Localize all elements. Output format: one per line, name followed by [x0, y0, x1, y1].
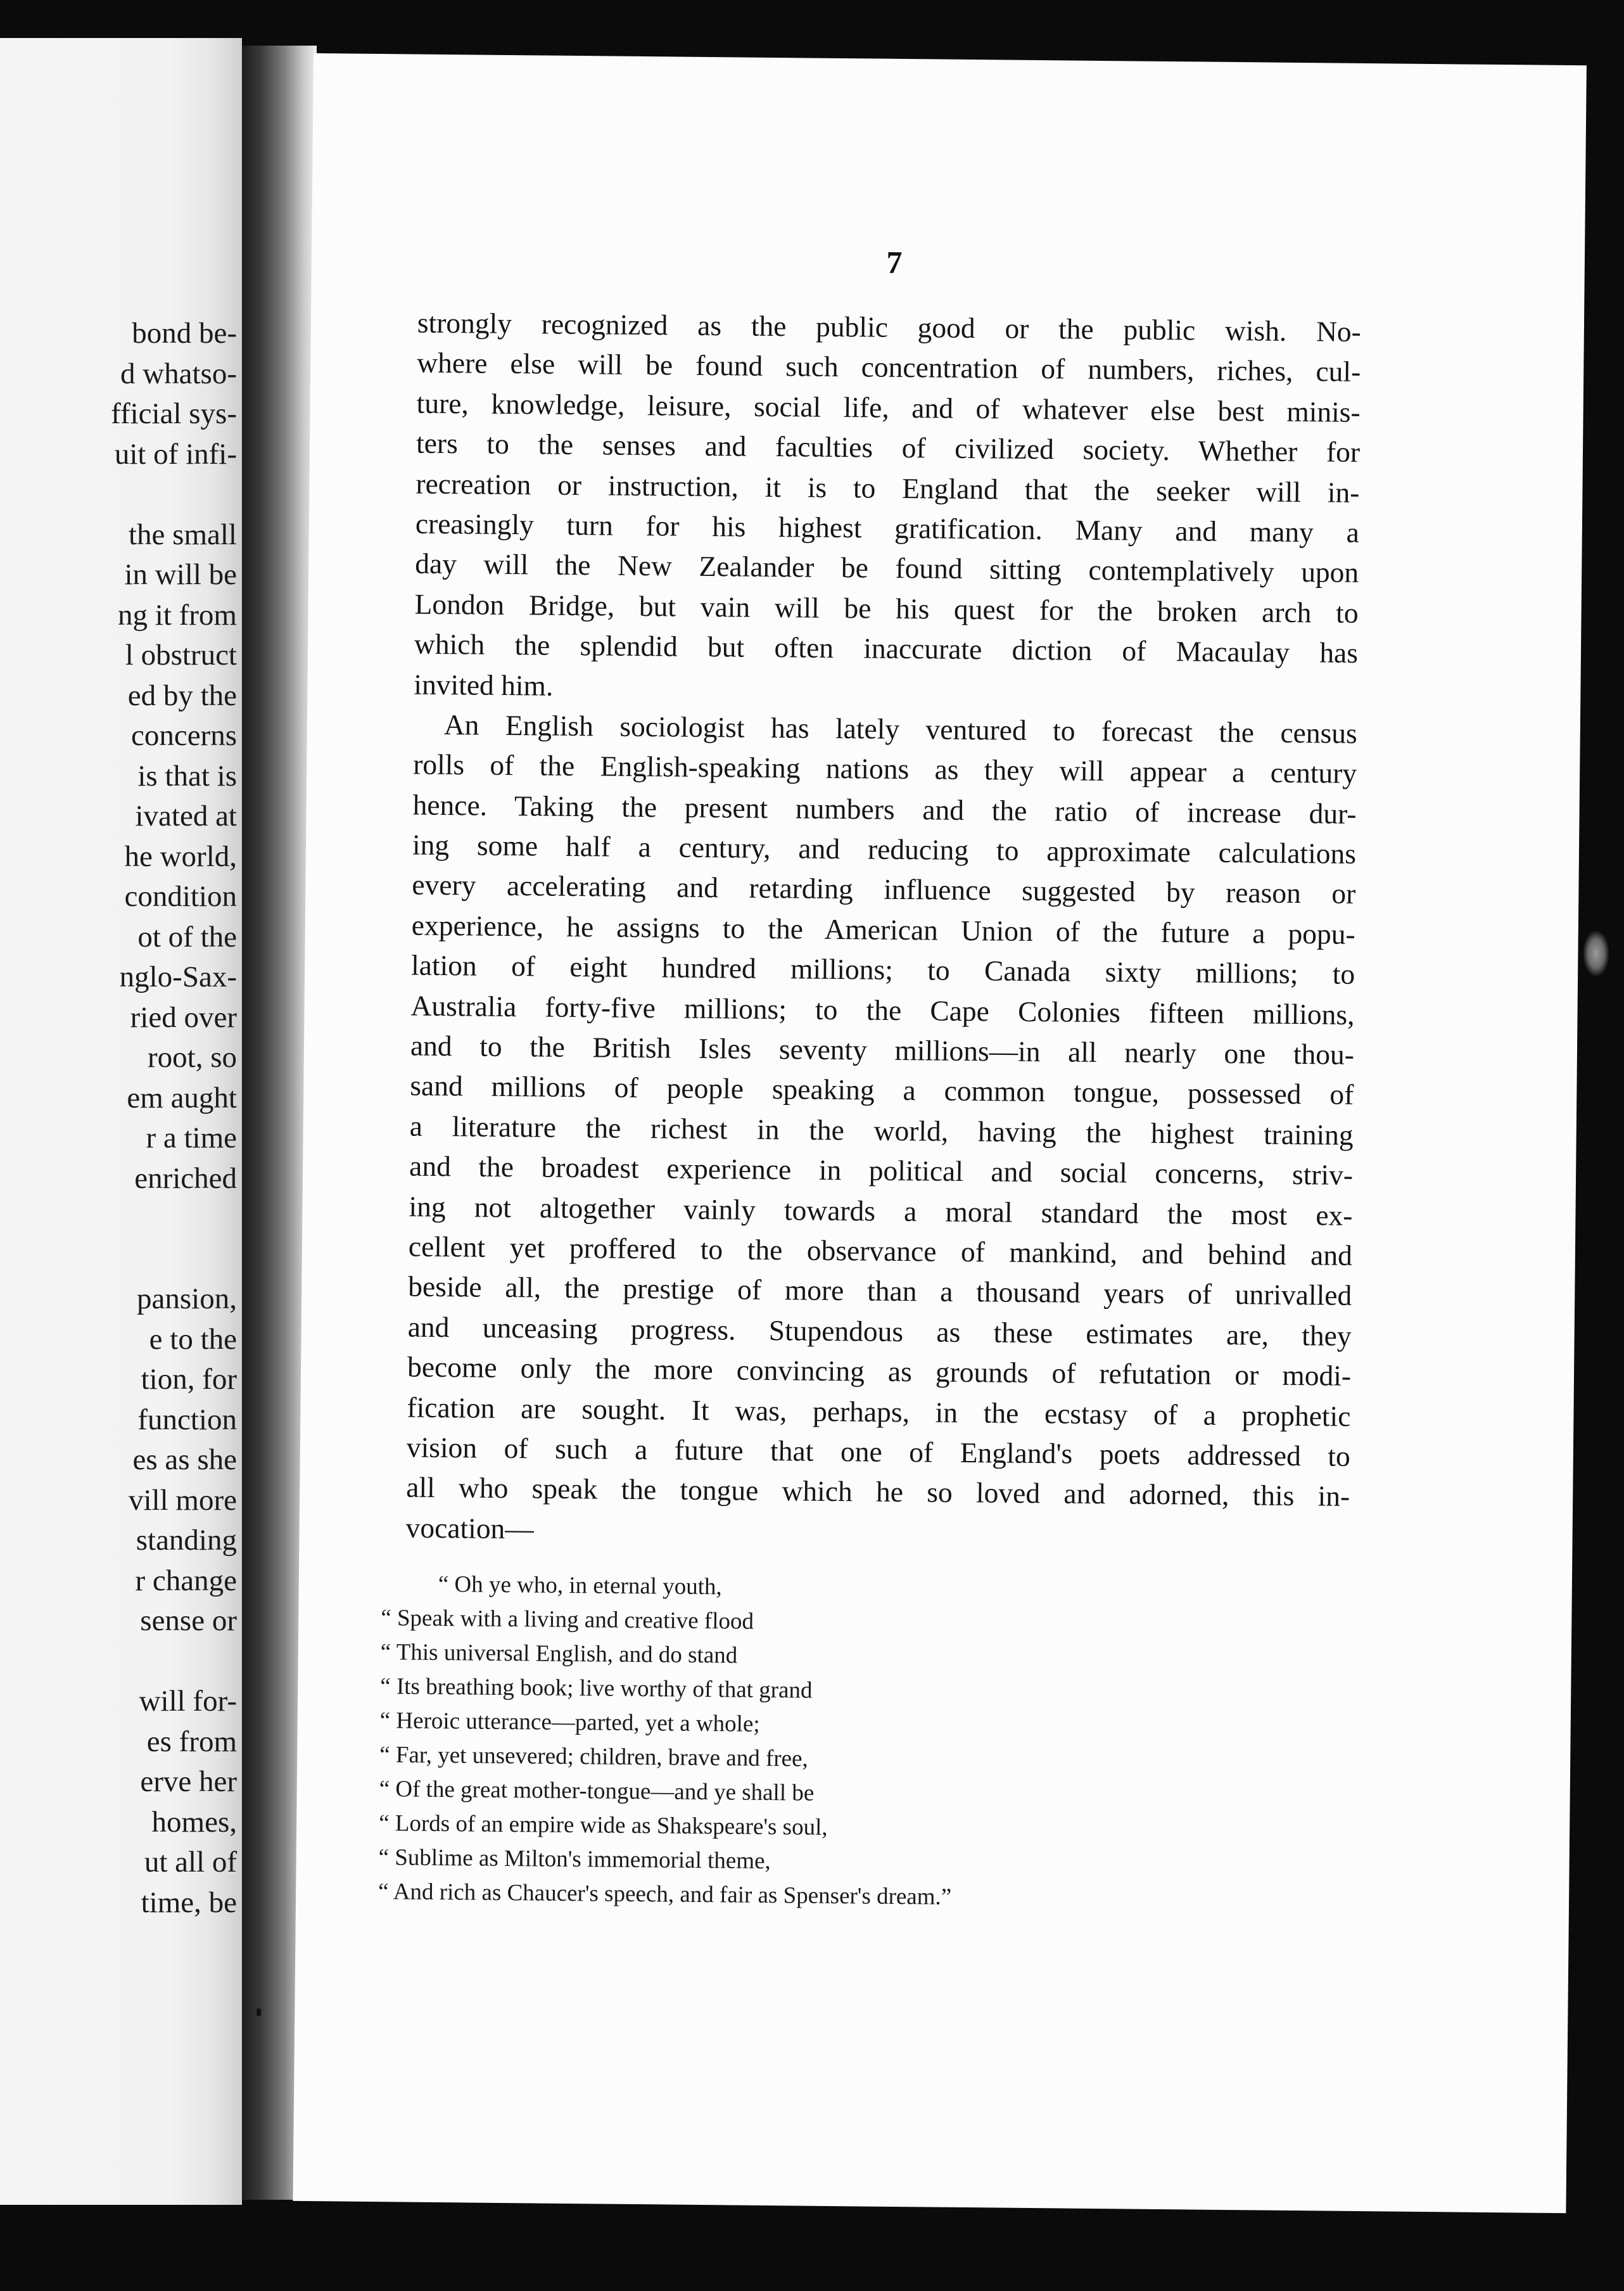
- body-line: An English sociologist has lately ventured to forecast the census: [443, 708, 1358, 750]
- poem-line: “ Far, yet unsevered; children, brave and free,: [379, 1742, 808, 1772]
- body-line: experience, he assigns to the American Union of the future a popu-: [411, 909, 1355, 950]
- previous-page-line: condition: [124, 880, 237, 913]
- body-line: and to the British Isles seventy millions—in all nearly one thou-: [410, 1029, 1355, 1071]
- previous-page-line: tion, for: [141, 1363, 237, 1396]
- previous-page-line: l obstruct: [125, 639, 237, 672]
- previous-page-line: bond be-: [132, 317, 237, 350]
- body-line: ing some half a century, and reducing to approximate calculations: [412, 828, 1357, 870]
- poem-line: “ Speak with a living and creative flood: [381, 1605, 754, 1635]
- body-line: cellent yet proffered to the observance of mankind, and behind and: [408, 1230, 1353, 1272]
- previous-page-line: standing: [136, 1524, 237, 1557]
- previous-page-line: will for-: [139, 1685, 237, 1718]
- previous-page-line: [9, 475, 237, 515]
- previous-page-line: erve her: [140, 1765, 237, 1798]
- previous-page-line: concerns: [130, 719, 237, 752]
- body-line: recreation or instruction, it is to England that the seeker will in-: [416, 467, 1360, 509]
- previous-page-line: ivated at: [135, 800, 237, 833]
- previous-page-line: [9, 1199, 237, 1239]
- previous-page-line: is that is: [137, 759, 237, 793]
- poem-line: “ Of the great mother-tongue—and ye shall be: [379, 1776, 815, 1806]
- body-line: vocation—: [405, 1511, 535, 1545]
- body-line: rolls of the English-speaking nations as they will appear a century: [412, 748, 1357, 790]
- previous-page-line: ot of the: [137, 920, 237, 954]
- previous-page-line: nglo-Sax-: [119, 960, 237, 993]
- previous-page-line: vill more: [129, 1483, 237, 1517]
- previous-page-line: ried over: [130, 1000, 237, 1034]
- poem-line: “ Heroic utterance—parted, yet a whole;: [379, 1707, 760, 1737]
- previous-page-line: es from: [146, 1725, 237, 1758]
- previous-page-line: time, be: [141, 1886, 237, 1919]
- poem-quotation: [378, 1567, 1141, 1916]
- poem-line: “ This universal English, and do stand: [380, 1639, 738, 1669]
- body-line: ing not altogether vainly towards a moral standard the most ex-: [409, 1190, 1353, 1232]
- body-line: become only the more convincing as grounds of refutation or modi-: [407, 1350, 1352, 1392]
- previous-page-line: function: [137, 1403, 237, 1436]
- poem-line: “ Its breathing book; live worthy of that grand: [380, 1673, 813, 1704]
- poem-line: “ Sublime as Milton's immemorial theme,: [378, 1844, 771, 1875]
- body-line: vision of such a future that one of England's poets addressed to: [406, 1431, 1351, 1472]
- body-line: creasingly turn for his highest gratification. Many and many a: [415, 507, 1360, 549]
- body-line: every accelerating and retarding influence suggested by reason or: [412, 869, 1356, 910]
- body-line: a literature the richest in the world, having the highest training: [409, 1109, 1354, 1151]
- poem-line: “ And rich as Chaucer's speech, and fair as Spenser's dream.”: [377, 1879, 952, 1910]
- body-line: strongly recognized as the public good or the public wish. No-: [417, 306, 1362, 348]
- previous-page-line: em aught: [127, 1081, 237, 1114]
- previous-page-line: r a time: [146, 1121, 237, 1154]
- previous-page-line: ng it from: [118, 598, 237, 632]
- body-line: all who speak the tongue which he so loved and adorned, this in-: [406, 1471, 1350, 1513]
- previous-page-line: d whatso-: [120, 357, 237, 390]
- previous-page-line: ut all of: [144, 1846, 237, 1879]
- previous-page-line: pansion,: [137, 1282, 237, 1315]
- previous-page-line: he world,: [124, 839, 237, 873]
- body-line: sand millions of people speaking a common tongue, possessed of: [410, 1069, 1354, 1111]
- body-line: and unceasing progress. Stupendous as these estimates are, they: [407, 1310, 1352, 1352]
- body-line: which the splendid but often inaccurate diction of Macaulay has: [414, 627, 1359, 669]
- body-line: London Bridge, but vain will be his quest for the broken arch to: [414, 587, 1359, 629]
- previous-page-line: homes,: [151, 1805, 237, 1839]
- body-line: invited him.: [414, 668, 554, 702]
- poem-line: “ Lords of an empire wide as Shakspeare's soul,: [378, 1810, 828, 1841]
- body-line: beside all, the prestige of more than a thousand years of unrivalled: [408, 1270, 1352, 1312]
- previous-page-line: fficial sys-: [111, 397, 237, 430]
- body-line: ture, knowledge, leisure, social life, and of whatever else best minis-: [416, 386, 1361, 428]
- previous-page-line: uit of infi-: [114, 437, 237, 471]
- previous-page-line: [9, 1239, 237, 1280]
- previous-page-line: es as she: [132, 1443, 237, 1476]
- body-line: and the broadest experience in political and social concerns, striv-: [409, 1149, 1354, 1192]
- body-line: where else will be found such concentration of numbers, riches, cul-: [417, 346, 1361, 388]
- page-number: 7: [886, 244, 903, 280]
- body-line: ters to the senses and faculties of civilized society. Whether for: [416, 426, 1361, 469]
- previous-page: [0, 38, 242, 2205]
- ink-speck: [257, 2008, 261, 2016]
- body-line: lation of eight hundred millions; to Canada sixty millions; to: [410, 948, 1355, 991]
- body-line: hence. Taking the present numbers and the ratio of increase dur-: [412, 788, 1357, 830]
- previous-page-text: [9, 314, 237, 1923]
- body-line: day will the New Zealander be found sitting contemplatively upon: [415, 547, 1359, 589]
- body-line: fication are sought. It was, perhaps, in the ecstasy of a prophetic: [407, 1391, 1351, 1433]
- previous-page-line: in will be: [124, 558, 237, 591]
- previous-page-line: sense or: [140, 1604, 237, 1637]
- previous-page-line: [9, 1642, 237, 1682]
- previous-page-line: r change: [135, 1564, 237, 1597]
- poem-line: “ Oh ye who, in eternal youth,: [438, 1571, 722, 1600]
- page-edge-mark: [1583, 931, 1609, 976]
- previous-page-line: root, so: [148, 1041, 237, 1074]
- body-text: [405, 303, 1361, 1557]
- previous-page-line: the small: [129, 518, 237, 551]
- previous-page-line: enriched: [134, 1161, 237, 1195]
- previous-page-line: ed by the: [127, 679, 237, 712]
- body-line: Australia forty-five millions; to the Cape Colonies fifteen millions,: [410, 989, 1355, 1031]
- previous-page-line: e to the: [149, 1322, 237, 1356]
- current-page: [293, 53, 1586, 2213]
